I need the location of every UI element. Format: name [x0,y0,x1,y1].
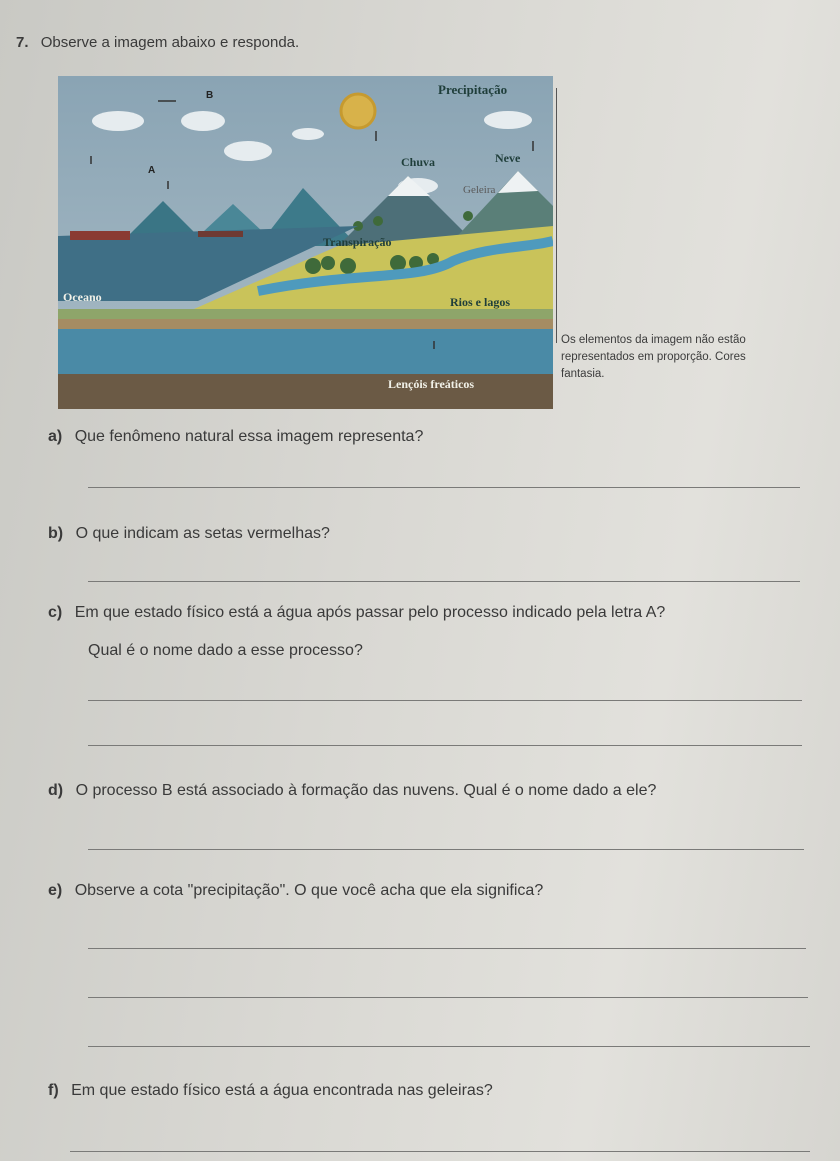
label-rivers-lakes: Rios e lagos [450,295,510,309]
water-cycle-figure [58,76,553,409]
bedrock [58,374,553,409]
question-text: Qual é o nome dado a esse processo? [88,642,363,659]
cloud-icon [292,128,324,140]
answer-line[interactable] [70,1151,810,1152]
label-rain: Chuva [401,155,436,169]
cloud-icon [224,141,272,161]
answer-line[interactable] [88,849,804,850]
grass-strip [58,309,553,319]
question-c [48,604,665,622]
water-cycle-illustration [58,76,553,409]
question-b [48,525,330,543]
figure-note: Os elementos da imagem não estão representados em proporção. Cores fantasia. [561,334,746,380]
question-letter: f) [48,1082,59,1099]
question-c-continuation [88,642,363,660]
cloud-icon [484,111,532,129]
answer-line[interactable] [88,700,802,701]
groundwater-layer [58,329,553,374]
answer-line[interactable] [88,745,802,746]
note-bracket [556,88,560,343]
answer-line[interactable] [88,1046,810,1047]
question-text: Em que estado físico está a água após passar pelo processo indicado pela letra A? [74,604,666,621]
answer-line[interactable] [88,581,800,582]
label-b: B [206,90,214,101]
question-text: O que indicam as setas vermelhas? [75,525,330,542]
answer-line[interactable] [88,948,806,949]
label-glacier: Geleira [463,184,496,196]
cloud-icon [181,111,225,131]
exercise-number: 7. [16,34,29,51]
label-groundwater: Lençóis freáticos [388,377,475,391]
sun-icon [341,94,375,128]
ship [198,231,243,237]
label-ocean: Oceano [63,290,102,304]
question-f [48,1082,493,1100]
exercise-header [16,34,299,51]
question-a [48,428,423,446]
question-text: O processo B está associado à formação das nuvens. Qual é o nome dado a ele? [75,782,657,799]
label-precipitation: Precipitação [438,82,508,97]
question-letter: c) [48,604,63,621]
question-text: Observe a cota "precipitação". O que você acha que ela significa? [74,882,544,899]
soil-strip [58,319,553,329]
question-text: Que fenômeno natural essa imagem representa? [74,428,424,445]
cloud-icon [92,111,144,131]
question-letter: e) [48,882,63,899]
question-text: Em que estado físico está a água encontrada nas geleiras? [71,1082,493,1099]
label-snow: Neve [495,151,521,165]
question-letter: a) [48,428,63,445]
label-a: A [148,165,156,176]
label-transpiration: Transpiração [323,235,392,249]
question-letter: b) [48,525,64,542]
exercise-instruction: Observe a imagem abaixo e responda. [40,34,300,51]
ship [70,231,130,240]
question-d [48,782,656,800]
question-letter: d) [48,782,64,799]
question-e [48,882,543,900]
answer-line[interactable] [88,997,808,998]
answer-line[interactable] [88,487,800,488]
